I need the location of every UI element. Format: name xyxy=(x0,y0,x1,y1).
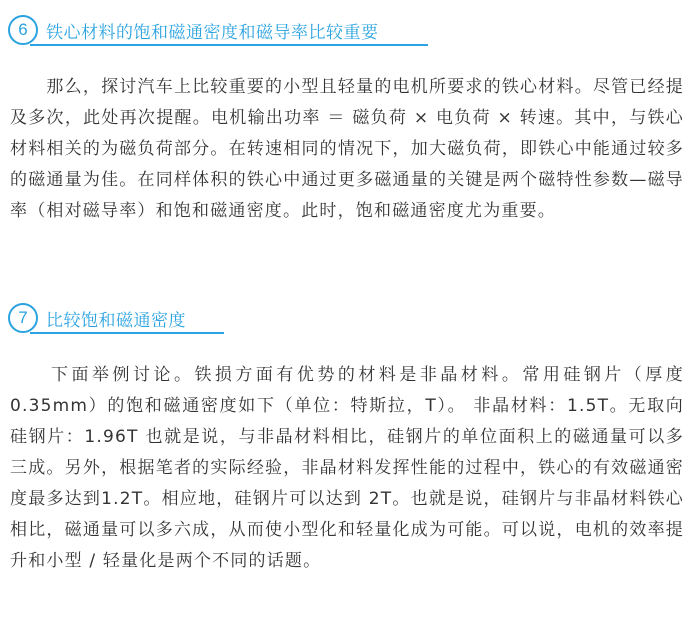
section-7-paragraph: 下面举例讨论。铁损方面有优势的材料是非晶材料。常用硅钢片（厚度0.35mm）的饱和磁通密度如下（单位：特斯拉，T）。 非晶材料：1.5T。无取向硅钢片：1.96T 也就是说，与非晶材料相比，硅钢片的单位面积上的磁通量可以多三成。另外，根据笔者的实际经验，非晶材料发挥性能的过程中，铁心的有效磁通密度最多达到1.2T。相应地，硅钢片可以达到 2T。也就是说，硅钢片与非晶材料铁心相比，磁通量可以多六成，从而使小型化和轻量化成为可能。可以说，电机的效率提升和小型 / 轻量化是两个不同的话题。 xyxy=(10,365,684,571)
section-number: 7 xyxy=(18,308,28,327)
section-title: 比较饱和磁通密度 xyxy=(46,310,186,331)
section-underline xyxy=(30,332,224,334)
section-number: 6 xyxy=(18,20,28,39)
section-number-badge xyxy=(8,303,38,333)
section-number-badge xyxy=(8,15,38,45)
section-underline xyxy=(30,44,428,46)
section-title: 铁心材料的饱和磁通密度和磁导率比较重要 xyxy=(46,22,379,43)
section-6-paragraph: 那么，探讨汽车上比较重要的小型且轻量的电机所要求的铁心材料。尽管已经提及多次，此处再次提醒。电机输出功率 ＝ 磁负荷 × 电负荷 × 转速。其中，与铁心材料相关的为磁负荷部分。在转速相同的情况下，加大磁负荷，即铁心中能通过较多的磁通量为佳。在同样体积的铁心中通过更多磁通量的关键是两个磁特性参数—磁导率（相对磁导率）和饱和磁通密度。此时，饱和磁通密度尤为重要。 xyxy=(10,77,684,221)
